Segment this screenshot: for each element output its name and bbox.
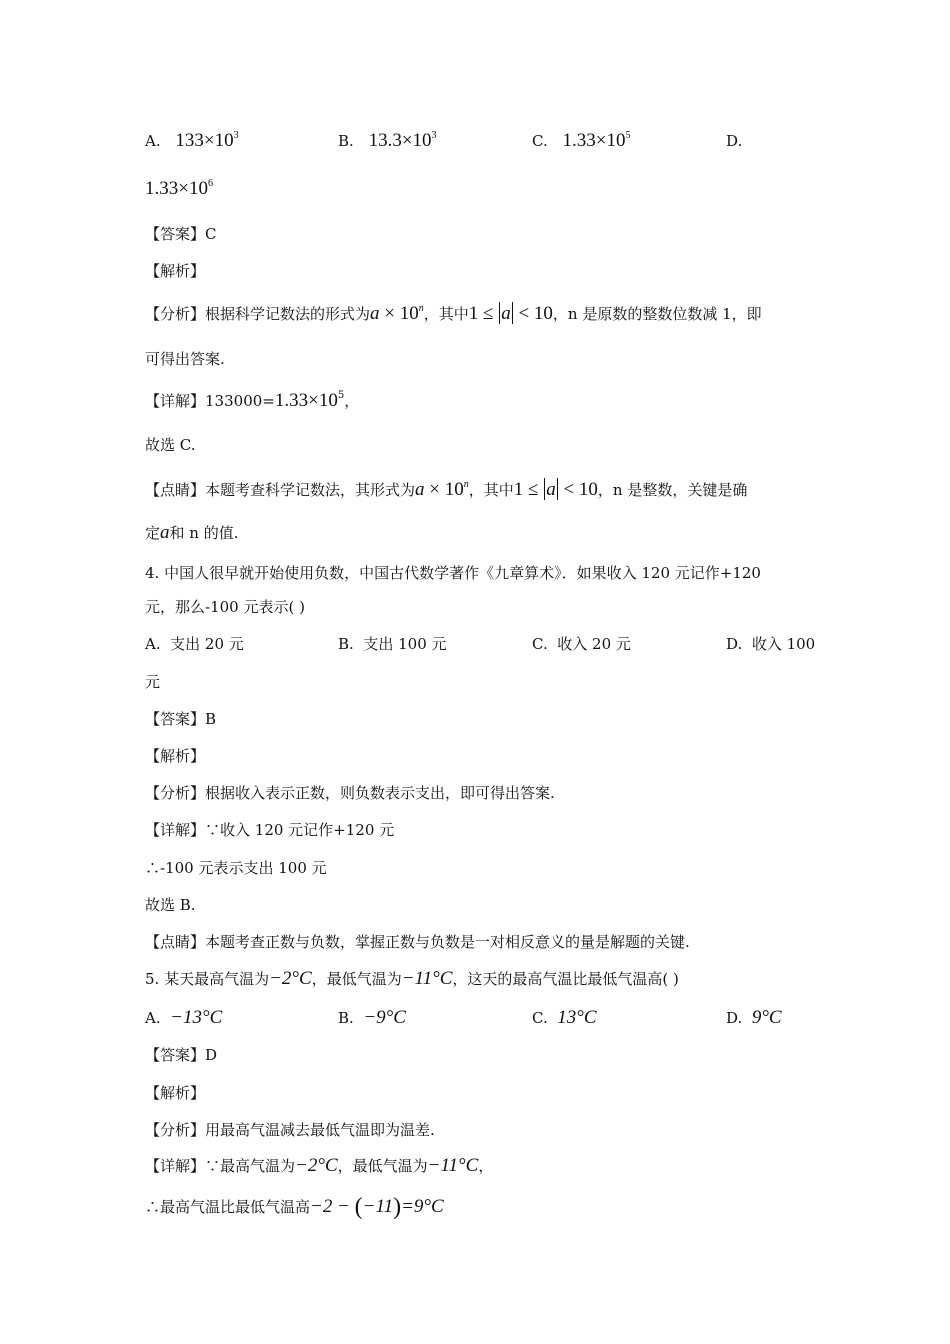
q5-option-b <box>338 1007 406 1029</box>
dianjing-text: ，n 是整数，关键是确 <box>597 481 748 499</box>
q4-option-a <box>145 633 244 655</box>
q3-fenxi-line1 <box>145 302 762 325</box>
q5-stem <box>145 968 679 990</box>
answer-label: 【答案】 <box>145 1046 206 1064</box>
q4-answer <box>145 708 216 730</box>
paren-open: ( <box>354 1194 363 1220</box>
exponent: 5 <box>625 130 631 141</box>
expr-part: −2 − <box>310 1196 355 1217</box>
xiangjie-label: 【详解】 <box>145 821 206 839</box>
option-letter: A. <box>145 1009 161 1027</box>
stem-text: ，这天的最高气温比最低气温高( ) <box>452 970 679 988</box>
option-text: 收入 100 <box>751 635 816 653</box>
q4-option-d-cont: 元 <box>145 673 161 691</box>
q3-option-d-value <box>145 178 213 200</box>
exponent: 5 <box>337 390 345 401</box>
exponent-n: n <box>418 303 424 314</box>
expr-result: =9°C <box>401 1196 444 1217</box>
fenxi-text: 用最高气温减去最低气温即为温差. <box>205 1121 435 1139</box>
times-ten: ×10 <box>595 130 626 151</box>
exponent: 3 <box>431 130 437 141</box>
temp-high: −2°C <box>269 968 312 989</box>
mantissa: 1.33 <box>562 130 596 151</box>
option-letter: A. <box>145 132 161 150</box>
option-letter: C. <box>532 1009 548 1027</box>
q3-option-d-letter <box>726 130 742 152</box>
option-letter: D. <box>726 635 743 653</box>
ineq-left: 1 ≤ <box>513 479 544 500</box>
stem-text: ，最低气温为 <box>311 970 402 988</box>
q3-xiangjie <box>145 390 359 412</box>
q4-stem-line2: 元，那么-100 元表示( ) <box>145 598 305 616</box>
q4-fenxi <box>145 782 555 804</box>
abs-bar-right <box>557 478 558 500</box>
q3-fenxi-line2: 可得出答案. <box>145 350 225 368</box>
option-value: 13°C <box>557 1007 597 1028</box>
answer-label: 【答案】 <box>145 225 206 243</box>
answer-value: B <box>205 710 217 728</box>
mantissa: 13.3 <box>368 130 402 151</box>
xiangjie-text: ∵最高气温为 <box>205 1157 296 1175</box>
option-letter: D. <box>726 1009 743 1027</box>
q5-jiexi: 【解析】 <box>145 1084 206 1102</box>
times-ten: ×10 <box>203 130 234 151</box>
option-text: 支出 20 元 <box>170 635 244 653</box>
q5-xiangjie <box>145 1155 493 1177</box>
dianjing-text: 本题考查正数与负数，掌握正数与负数是一对相反意义的量是解题的关键. <box>205 933 690 951</box>
q5-option-d <box>726 1007 782 1029</box>
q5-answer <box>145 1044 217 1066</box>
xiangjie-label: 【详解】 <box>145 392 206 410</box>
dianjing-text: ，其中 <box>468 481 514 499</box>
q4-option-d <box>726 633 815 655</box>
ineq-left: 1 ≤ <box>468 303 499 324</box>
fenxi-label: 【分析】 <box>145 1121 206 1139</box>
mantissa: 133 <box>175 130 204 151</box>
q3-answer <box>145 223 217 245</box>
answer-value: C <box>205 225 217 243</box>
exponent: 6 <box>207 178 213 189</box>
option-text: 支出 100 元 <box>363 635 447 653</box>
option-letter: A. <box>145 635 161 653</box>
fenxi-text: ，其中 <box>423 305 469 323</box>
option-value <box>175 130 238 151</box>
xiangjie-text: ， <box>478 1157 494 1175</box>
times-ten: ×10 <box>401 130 432 151</box>
option-value <box>563 130 631 151</box>
xiangjie-label: 【详解】 <box>145 1157 206 1175</box>
q4-therefore: ∴-100 元表示支出 100 元 <box>145 859 327 877</box>
fenxi-label: 【分析】 <box>145 784 206 802</box>
var-a: a <box>415 479 425 500</box>
option-letter: C. <box>532 635 548 653</box>
fenxi-text: 根据科学记数法的形式为 <box>205 305 371 323</box>
option-value: −13°C <box>170 1007 223 1028</box>
xiangjie-text: ∵收入 120 元记作+120 元 <box>205 821 395 839</box>
dianjing-text: 和 n 的值. <box>169 524 239 542</box>
fenxi-text: 根据收入表示正数，则负数表示支出，即可得出答案. <box>205 784 555 802</box>
q5-therefore <box>145 1196 444 1218</box>
q4-dianjing <box>145 931 690 953</box>
expr-part: −11 <box>362 1196 394 1217</box>
q5-option-c <box>532 1007 597 1029</box>
option-letter: B. <box>338 1009 354 1027</box>
option-letter: B. <box>338 132 354 150</box>
q4-option-b <box>338 633 447 655</box>
q3-dianjing-line2 <box>145 522 238 544</box>
xiangjie-text: 133000= <box>205 392 275 410</box>
option-value: −9°C <box>363 1007 406 1028</box>
q4-xiangjie <box>145 819 394 841</box>
q4-jiexi: 【解析】 <box>145 747 206 765</box>
temp-low: −11°C <box>427 1155 479 1176</box>
var-a: a <box>546 479 556 500</box>
q3-jiexi: 【解析】 <box>145 262 206 280</box>
q4-stem-line1: 4. 中国人很早就开始使用负数，中国古代数学著作《九章算术》．如果收入 120 元记作+120 <box>145 564 761 582</box>
xiangjie-text: ，最低气温为 <box>337 1157 428 1175</box>
times-ten: × 10 <box>379 303 419 324</box>
var-a: a <box>501 303 511 324</box>
q4-guxuan: 故选 B. <box>145 896 196 914</box>
ineq-right: < 10 <box>513 303 553 324</box>
therefore-text: ∴最高气温比最低气温高 <box>145 1198 311 1216</box>
q3-option-a <box>145 130 239 152</box>
exponent-n: n <box>463 479 469 490</box>
temp-low: −11°C <box>401 968 453 989</box>
mantissa: 1.33 <box>145 178 179 199</box>
times-ten: ×10 <box>178 178 208 199</box>
q5-fenxi <box>145 1119 435 1141</box>
answer-value: D <box>205 1046 218 1064</box>
xiangjie-value: 1.33×10 <box>274 390 338 411</box>
temp-high: −2°C <box>295 1155 338 1176</box>
times-ten: × 10 <box>424 479 464 500</box>
option-value: 9°C <box>751 1007 782 1028</box>
dianjing-text: 定 <box>145 524 161 542</box>
fenxi-text: ，n 是原数的整数位数减 1，即 <box>552 305 762 323</box>
ineq-right: < 10 <box>558 479 598 500</box>
option-letter: B. <box>338 635 354 653</box>
option-value <box>369 130 437 151</box>
option-letter: C. <box>532 132 548 150</box>
fenxi-label: 【分析】 <box>145 305 206 323</box>
dianjing-label: 【点睛】 <box>145 933 206 951</box>
option-letter: D. <box>726 132 743 150</box>
q3-option-b <box>338 130 437 152</box>
stem-text: 5. 某天最高气温为 <box>145 970 270 988</box>
q5-option-a <box>145 1007 222 1029</box>
dianjing-label: 【点睛】 <box>145 481 206 499</box>
q3-option-c <box>532 130 630 152</box>
q3-guxuan: 故选 C. <box>145 436 196 454</box>
abs-bar-right <box>512 302 513 324</box>
var-a: a <box>370 303 380 324</box>
var-a: a <box>160 522 170 543</box>
option-text: 收入 20 元 <box>557 635 631 653</box>
paren-close: ) <box>393 1194 402 1220</box>
dianjing-text: 本题考查科学记数法，其形式为 <box>205 481 416 499</box>
answer-label: 【答案】 <box>145 710 206 728</box>
comma: ， <box>344 392 360 410</box>
option-value <box>145 178 213 199</box>
q4-option-c <box>532 633 631 655</box>
q3-dianjing-line1 <box>145 478 747 501</box>
exponent: 3 <box>233 130 239 141</box>
